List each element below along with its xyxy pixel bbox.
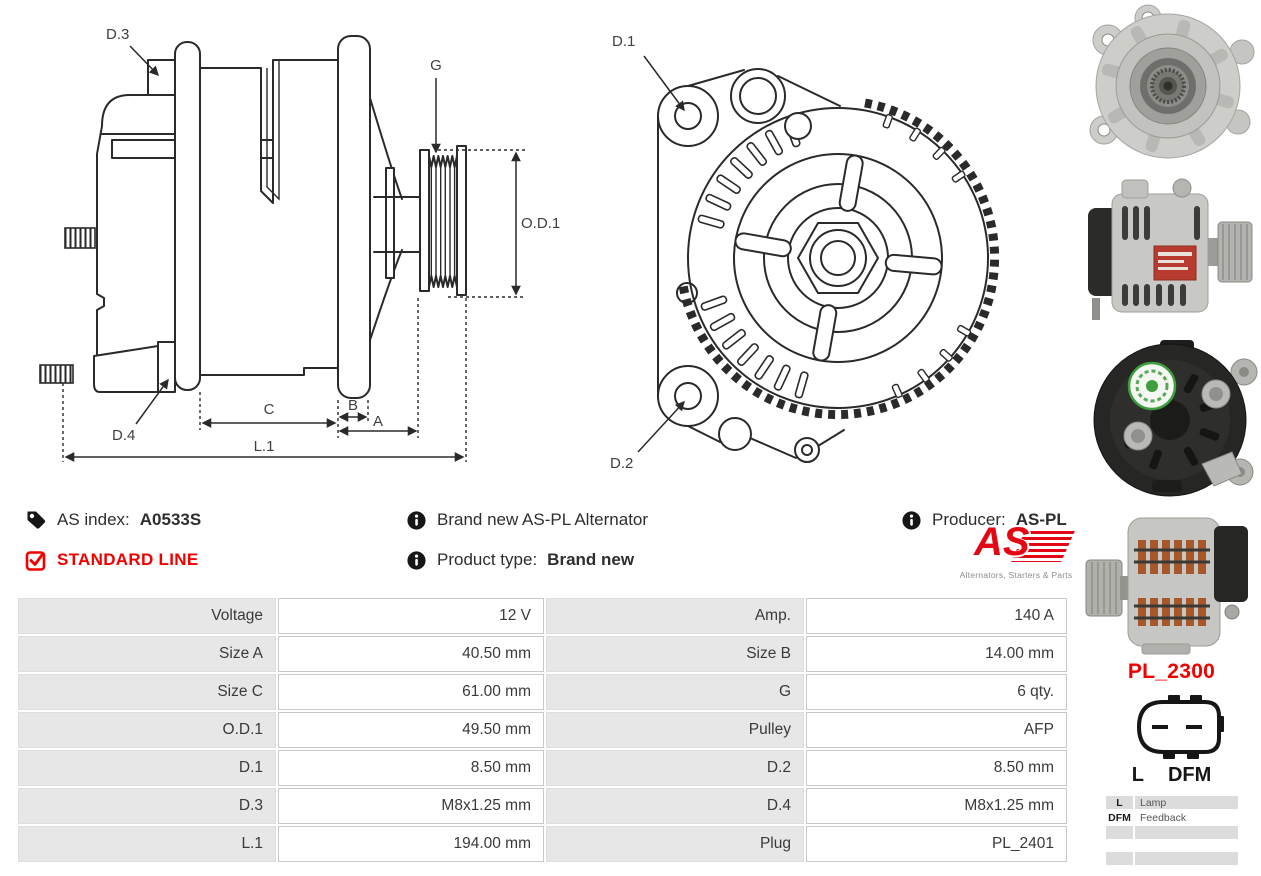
legend-desc: Lamp bbox=[1135, 796, 1238, 809]
spec-value: 8.50 mm bbox=[806, 750, 1067, 786]
brand-line: Brand new AS-PL Alternator bbox=[437, 510, 649, 529]
spec-label: Amp. bbox=[546, 598, 804, 634]
product-type-value: Brand new bbox=[547, 550, 635, 569]
spec-value: AFP bbox=[806, 712, 1067, 748]
spec-value: 40.50 mm bbox=[278, 636, 544, 672]
dim-label-d4: D.4 bbox=[112, 427, 136, 444]
spec-label: O.D.1 bbox=[18, 712, 276, 748]
pin-label-l: L bbox=[1131, 764, 1144, 786]
front-view-technical-drawing bbox=[592, 10, 1042, 488]
spec-label: D.3 bbox=[18, 788, 276, 824]
spec-value: M8x1.25 mm bbox=[806, 788, 1067, 824]
legend-key: L bbox=[1106, 796, 1133, 809]
spec-value: 8.50 mm bbox=[278, 750, 544, 786]
dim-label-od1: O.D.1 bbox=[521, 215, 561, 232]
product-photo-side-right bbox=[1082, 172, 1261, 335]
side-view-technical-drawing bbox=[18, 6, 568, 484]
logo-caption: Alternators, Starters & Parts bbox=[959, 570, 1073, 580]
pin-label-dfm: DFM bbox=[1167, 764, 1212, 786]
standard-line-row bbox=[25, 547, 198, 573]
spec-label: Size B bbox=[546, 636, 804, 672]
info-icon bbox=[406, 550, 427, 571]
dim-label-b: B bbox=[347, 397, 359, 414]
standard-line-label: STANDARD LINE bbox=[57, 550, 199, 569]
spec-label: G bbox=[546, 674, 804, 710]
spec-value: 49.50 mm bbox=[278, 712, 544, 748]
spec-label: Pulley bbox=[546, 712, 804, 748]
spec-value: 6 qty. bbox=[806, 674, 1067, 710]
product-photo-front bbox=[1082, 2, 1261, 173]
producer-value: AS-PL bbox=[1015, 510, 1067, 529]
spec-value: 61.00 mm bbox=[278, 674, 544, 710]
dim-label-d2: D.2 bbox=[610, 455, 634, 472]
dim-label-d3: D.3 bbox=[106, 26, 130, 43]
info-icon bbox=[406, 510, 427, 531]
legend-empty-row bbox=[1106, 826, 1133, 839]
product-photo-back bbox=[1082, 334, 1261, 509]
brand-row bbox=[406, 507, 648, 533]
pin-legend bbox=[1106, 796, 1238, 865]
as-index-label: AS index: bbox=[57, 510, 130, 529]
plug-pin-labels bbox=[1082, 764, 1261, 787]
as-pl-logo bbox=[958, 520, 1074, 580]
dim-label-l1: L.1 bbox=[253, 438, 275, 455]
legend-empty-row bbox=[1135, 852, 1238, 865]
plug-connector-icon bbox=[1128, 690, 1234, 768]
spec-label: D.2 bbox=[546, 750, 804, 786]
checked-checkbox-icon bbox=[25, 549, 47, 571]
spec-value: 194.00 mm bbox=[278, 826, 544, 862]
spec-table bbox=[18, 598, 1065, 862]
plug-code: PL_2300 bbox=[1127, 660, 1216, 683]
spec-value: 140 A bbox=[806, 598, 1067, 634]
dim-label-g: G bbox=[430, 57, 442, 74]
producer-label: Producer: bbox=[932, 510, 1006, 529]
dim-label-c: C bbox=[263, 401, 275, 418]
spec-label: Size A bbox=[18, 636, 276, 672]
info-icon bbox=[901, 510, 922, 531]
legend-key: DFM bbox=[1108, 811, 1131, 824]
product-type-label: Product type: bbox=[437, 550, 538, 569]
spec-label: Voltage bbox=[18, 598, 276, 634]
legend-spacer bbox=[1106, 841, 1238, 850]
product-type-row bbox=[406, 547, 634, 573]
spec-label: D.4 bbox=[546, 788, 804, 824]
dim-label-a: A bbox=[372, 413, 384, 430]
spec-label: L.1 bbox=[18, 826, 276, 862]
spec-value: 14.00 mm bbox=[806, 636, 1067, 672]
product-photo-side-left bbox=[1082, 506, 1261, 663]
legend-empty-row bbox=[1135, 826, 1238, 839]
dim-label-d1: D.1 bbox=[612, 33, 636, 50]
spec-label: D.1 bbox=[18, 750, 276, 786]
spec-label: Size C bbox=[18, 674, 276, 710]
spec-label: Plug bbox=[546, 826, 804, 862]
legend-empty-row bbox=[1106, 852, 1133, 865]
tag-icon bbox=[25, 509, 47, 531]
as-index-value: A0533S bbox=[139, 510, 202, 529]
as-index-row bbox=[25, 507, 201, 533]
spec-value: 12 V bbox=[278, 598, 544, 634]
spec-value: PL_2401 bbox=[806, 826, 1067, 862]
legend-desc: Feedback bbox=[1140, 811, 1187, 824]
spec-value: M8x1.25 mm bbox=[278, 788, 544, 824]
logo-text: AS bbox=[974, 520, 1030, 564]
